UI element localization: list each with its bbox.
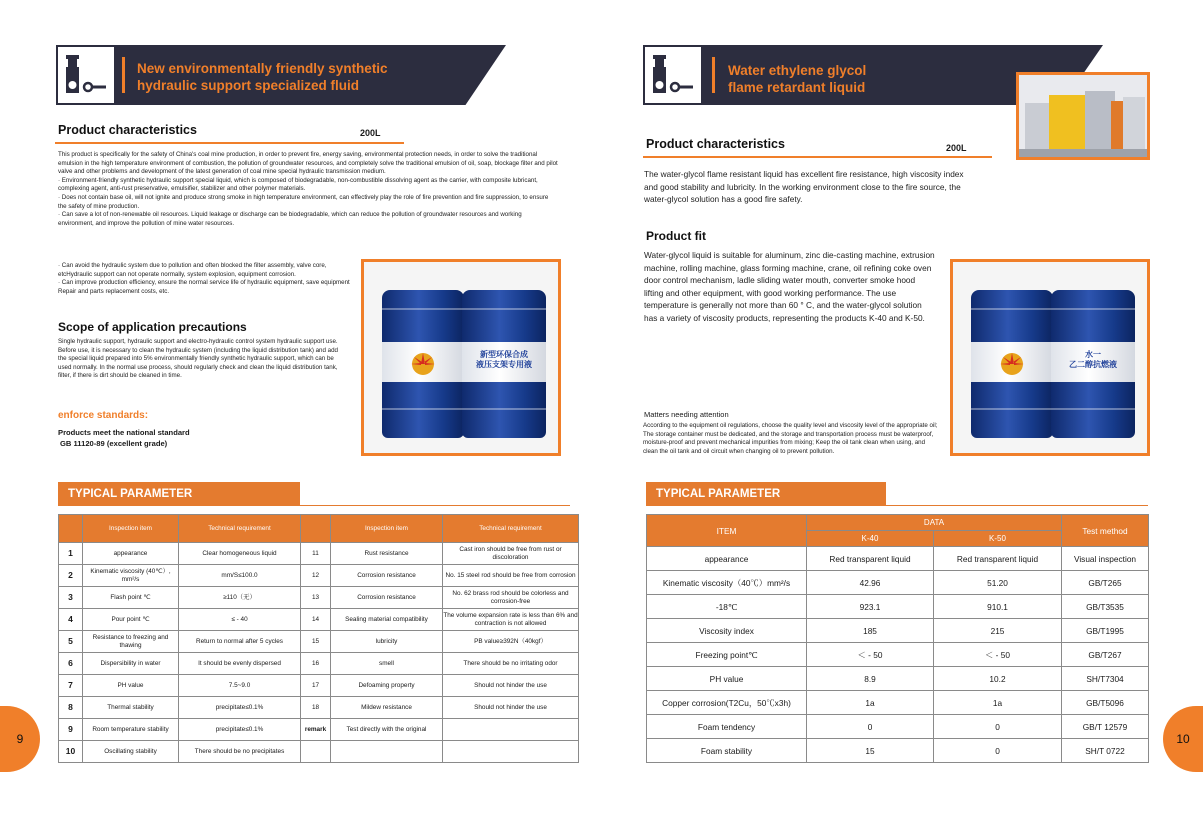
enforce-text: Products meet the national standard GB 11120-89 (excellent grade) <box>58 428 190 448</box>
table-header-row <box>59 515 579 543</box>
table-header-row <box>647 515 1149 531</box>
left-heading-underline <box>55 142 404 144</box>
left-product-characteristics-heading: Product characteristics <box>58 123 197 137</box>
right-typical-parameter-heading: TYPICAL PARAMETER <box>646 482 886 506</box>
table-header: K-50 <box>934 531 1062 547</box>
right-banner-accent <box>712 57 715 93</box>
table-row: 8 Thermal stability precipitate≤0.1% 18 Mildew resistance Should not hinder the use <box>59 697 579 719</box>
left-characteristics-text: This product is specifically for the safety of China's coal mine production, in order to prevent fire, energy saving, environmental protection needs, in order to solve the traditional emulsion in the high temperature environment of combustion, the pollution of groundwater resources, and completely solve the traditional emulsion of oil, soap, blockage filter and pilot valve and other problems and development of the latest generation of coal mine special hydraulic transmission medium. · Environment-friendly synthetic hydraulic support special liquid, which is composed of biodegradable, non-combustible dissolving agent as the carrier, with composite lubricant, complexing agent, anti-rust preservative, emulsifier, stabilizer and other polymer materials. · Does not contain base oil, will not ignite and produce strong smoke in high temperature environment, can effectively play the role of fire prevention and fire suppression, to ensure the safety of mine production. · Can save a lot of non-renewable oil resources. Liquid leakage or discharge can be biodegradable, which can reduce the pollution of groundwater resources and working environment, and improve the pollution of mine water resources. <box>58 151 558 227</box>
right-product-photo <box>950 259 1150 456</box>
matters-text: According to the equipment oil regulations, choose the quality level and viscosity level of the appropriate oil; The storage container must be dedicated, and the storage and transportation process must be waterproof, moisture-proof and prevent mechanical impurities from mixing; Keep the oil tank clean when using, and clean the oil tank and oil circuit when changing oil to prevent pollution. <box>643 422 938 455</box>
page-number-right: 10 <box>1163 706 1203 772</box>
table-row: -18℃ 923.1 910.1 GB/T3535 <box>647 595 1149 619</box>
table-row: PH value 8.9 10.2 SH/T7304 <box>647 667 1149 691</box>
left-product-photo <box>361 259 561 456</box>
enforce-heading: enforce standards: <box>58 410 149 421</box>
left-banner-accent <box>122 57 125 93</box>
table-row: 1 appearance Clear homogeneous liquid 11 Rust resistance Cast iron should be free from rust or discoloration <box>59 543 579 565</box>
table-row: 4 Pour point ℃ ≤ - 40 14 Sealing material compatibility The volume expansion rate is less than 6% and contraction is not allowed <box>59 609 579 631</box>
table-header: Technical requirement <box>443 515 579 543</box>
table-header: Inspection item <box>331 515 443 543</box>
table-row: Copper corrosion(T2Cu，50℃x3h) 1a 1a GB/T5096 <box>647 691 1149 715</box>
table-row: 9 Room temperature stability precipitate≤0.1% remark Test directly with the original <box>59 719 579 741</box>
page-number-left: 9 <box>0 706 40 772</box>
table-row: 10 Oscillating stability There should be no precipitates <box>59 741 579 763</box>
drum-label: 水一 乙二醇抗燃液 <box>1069 350 1117 369</box>
table-header: ITEM <box>647 515 807 547</box>
left-volume-label: 200L <box>360 128 381 138</box>
left-typical-parameter-line <box>300 505 570 506</box>
product-fit-heading: Product fit <box>646 229 706 243</box>
drum-image <box>462 290 546 438</box>
table-row: Kinematic viscosity（40℃）mm²/s 42.96 51.20 GB/T265 <box>647 571 1149 595</box>
table-row: Foam tendency 0 0 GB/T 12579 <box>647 715 1149 739</box>
table-row: 6 Dispersibility in water It should be evenly dispersed 16 smell There should be no irritating odor <box>59 653 579 675</box>
left-characteristics-text-narrow: · Can avoid the hydraulic system due to pollution and often blocked the filter assembly, valve core, etcHydraulic support can not operate normally, system explosion, equipment corrosion. · Can improve production efficiency, ensure the normal service life of hydraulic equipment, save equipment Repair and parts replacement costs, etc. <box>58 262 350 295</box>
left-typical-parameter-heading: TYPICAL PARAMETER <box>58 482 300 506</box>
table-row: 3 Flash point ℃ ≥110（无） 13 Corrosion resistance No. 62 brass rod should be colorless and corrosion-free <box>59 587 579 609</box>
right-product-characteristics-heading: Product characteristics <box>646 137 785 151</box>
table-header: K-40 <box>807 531 934 547</box>
right-banner-title: Water ethylene glycol flame retardant liquid <box>728 63 867 95</box>
table-row: 7 PH value 7.5~9.0 17 Defoaming property Should not hinder the use <box>59 675 579 697</box>
table-header: DATA <box>807 515 1062 531</box>
left-logo <box>58 47 114 103</box>
table-row: Viscosity index 185 215 GB/T1995 <box>647 619 1149 643</box>
drum-image <box>1051 290 1135 438</box>
table-row: appearance Red transparent liquid Red transparent liquid Visual inspection <box>647 547 1149 571</box>
table-header: Test method <box>1062 515 1149 547</box>
right-typical-parameter-line <box>886 505 1148 506</box>
right-volume-label: 200L <box>946 143 967 153</box>
table-row: Freezing point℃ ＜ - 50 ＜ - 50 GB/T267 <box>647 643 1149 667</box>
right-parameter-table <box>646 514 1149 763</box>
petrochina-logo-icon <box>408 347 438 377</box>
petrochina-logo-icon <box>997 347 1027 377</box>
product-fit-text: Water-glycol liquid is suitable for aluminum, zinc die-casting machine, extrusion machine, rolling machine, glass forming machine, crane, oil refining coke oven door control mechanism, ladle sliding water mouth, converter smoke hood lifting and other equipment, with good working performance. The use temperature is generally not more than 60 ° C, and the water-glycol solution has a variety of viscosity products, representing the products K-40 and K-50. <box>644 250 935 323</box>
machine-photo <box>1016 72 1150 160</box>
table-row: Foam stability 15 0 SH/T 0722 <box>647 739 1149 763</box>
right-characteristics-text: The water-glycol flame resistant liquid has excellent fire resistance, high viscosity index and good stability and lubricity. In the working environment close to the fire source, the water-glycol solution has a good fire safety. <box>644 169 964 205</box>
scope-heading: Scope of application precautions <box>58 320 247 334</box>
table-row: 2 Kinematic viscosity (40℃）, mm²/s mm/S≤100.0 12 Corrosion resistance No. 15 steel rod should be free from corrosion <box>59 565 579 587</box>
table-header: Technical requirement <box>179 515 301 543</box>
hydraulic-logo-icon <box>645 47 701 103</box>
matters-heading: Matters needing attention <box>644 410 729 419</box>
right-logo <box>645 47 701 103</box>
drum-image <box>382 290 464 438</box>
drum-image <box>971 290 1053 438</box>
left-parameter-table <box>58 514 579 763</box>
scope-text: Single hydraulic support, hydraulic support and electro-hydraulic control system hydraulic support use. Before use, it is necessary to clean the hydraulic system (including the liquid distribution tank) and add the special liquid prepared into 5% environmentally friendly synthetic hydraulic support, which can be used normally. In the normal use process, should regularly check and clean the liquid distribution tank, filter, if there is dirt should be cleaned in time. <box>58 338 338 380</box>
table-row: 5 Resistance to freezing and thawing Return to normal after 5 cycles 15 lubricity PB value≥392N（40kgf） <box>59 631 579 653</box>
hydraulic-logo-icon <box>58 47 114 103</box>
left-banner-title: New environmentally friendly synthetic hydraulic support specialized fluid <box>137 61 388 93</box>
right-heading-underline <box>643 156 992 158</box>
drum-label: 新型环保合成 液压支架专用液 <box>476 350 532 369</box>
table-header: Inspection item <box>83 515 179 543</box>
